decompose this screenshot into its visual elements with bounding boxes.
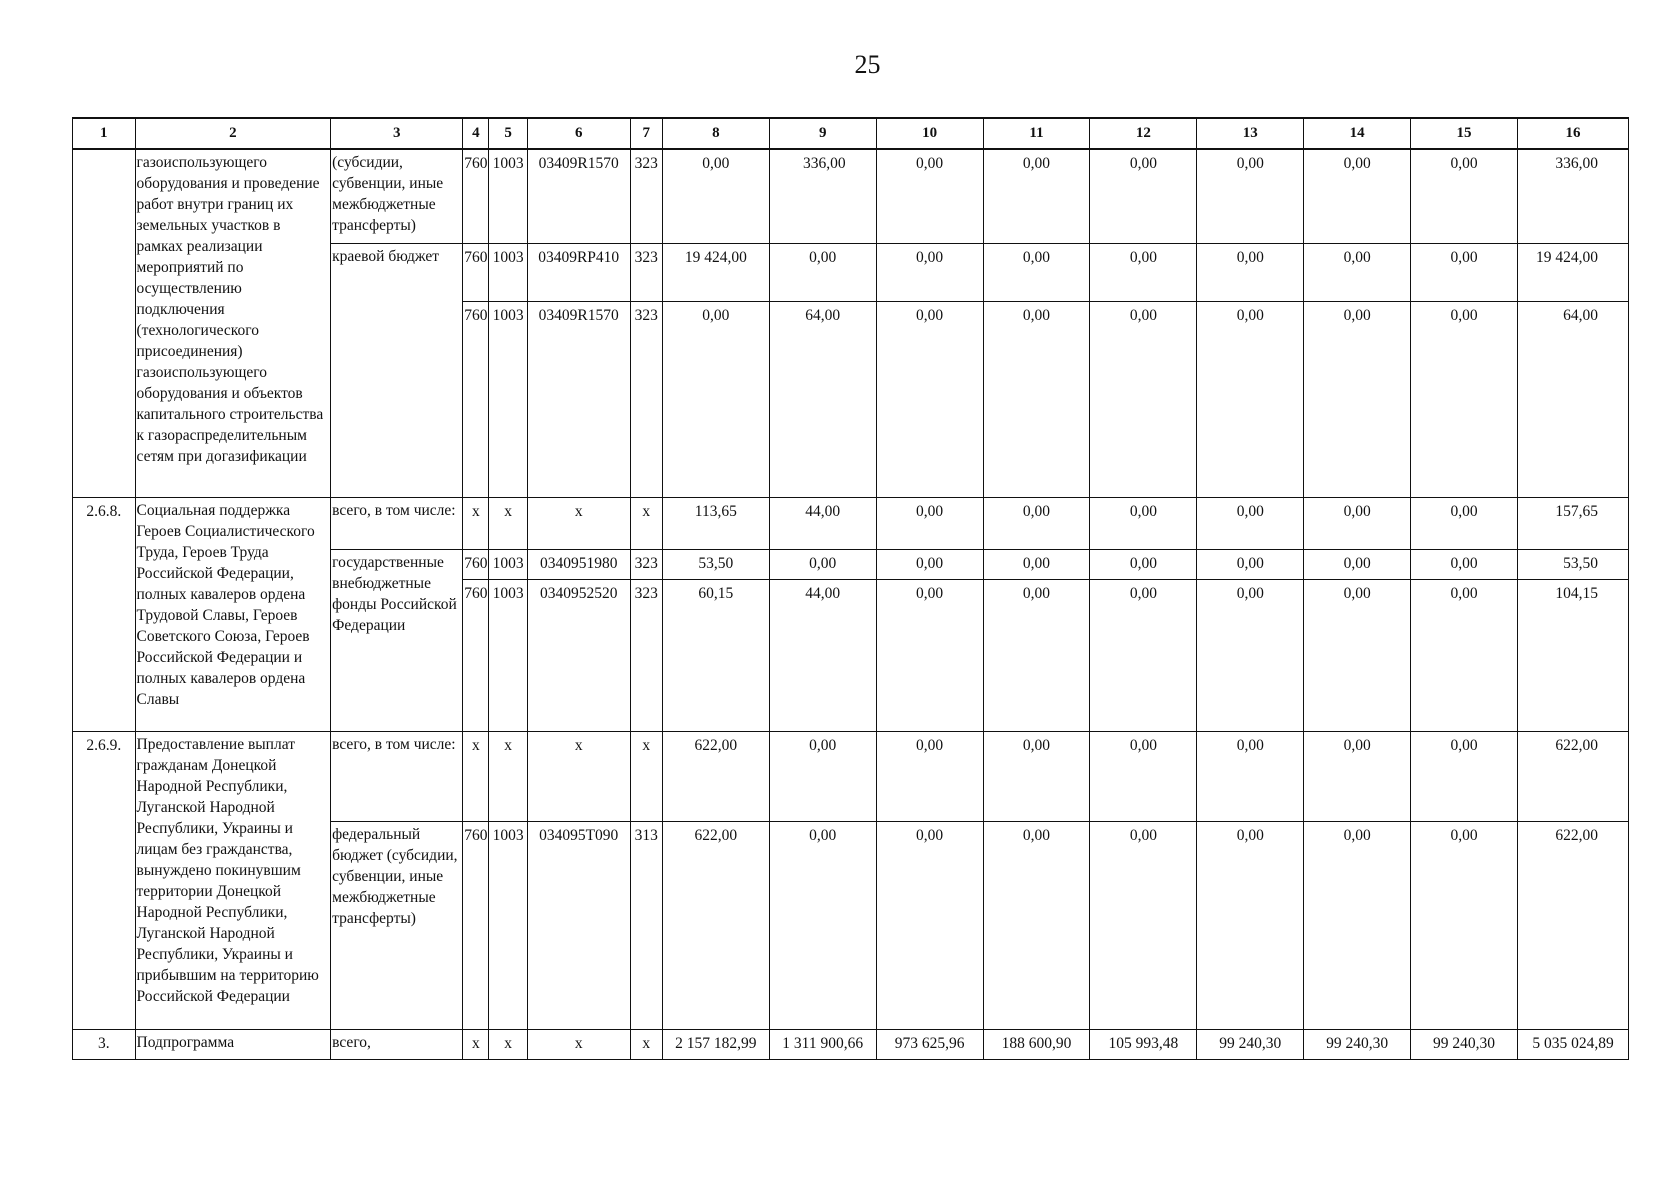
total-cell: 104,15 bbox=[1518, 579, 1629, 731]
header-cell: 7 bbox=[630, 118, 662, 149]
value-cell: 188 600,90 bbox=[983, 1029, 1090, 1059]
code-cell: 1003 bbox=[489, 243, 527, 301]
funding-source: (субсидии, субвенции, иные межбюджетные трансферты) bbox=[331, 149, 463, 243]
header-cell: 9 bbox=[769, 118, 876, 149]
total-cell: 622,00 bbox=[1518, 731, 1629, 821]
code-cell: x bbox=[527, 1029, 630, 1059]
row-number: 2.6.9. bbox=[73, 731, 136, 1029]
funding-source: государственные внебюджетные фонды Российской Федерации bbox=[331, 549, 463, 731]
code-cell: 323 bbox=[630, 301, 662, 497]
value-cell: 53,50 bbox=[662, 549, 769, 579]
value-cell: 0,00 bbox=[1411, 731, 1518, 821]
value-cell: 99 240,30 bbox=[1197, 1029, 1304, 1059]
value-cell: 0,00 bbox=[876, 731, 983, 821]
code-cell: x bbox=[630, 1029, 662, 1059]
code-cell: 323 bbox=[630, 579, 662, 731]
code-cell: 760 bbox=[463, 301, 489, 497]
code-cell: 1003 bbox=[489, 149, 527, 243]
value-cell: 622,00 bbox=[662, 821, 769, 1029]
value-cell: 0,00 bbox=[983, 301, 1090, 497]
value-cell: 44,00 bbox=[769, 579, 876, 731]
funding-source: всего, bbox=[331, 1029, 463, 1059]
value-cell: 0,00 bbox=[983, 243, 1090, 301]
value-cell: 0,00 bbox=[1411, 549, 1518, 579]
row-number: 3. bbox=[73, 1029, 136, 1059]
value-cell: 0,00 bbox=[1090, 149, 1197, 243]
header-cell: 4 bbox=[463, 118, 489, 149]
code-cell: 1003 bbox=[489, 549, 527, 579]
value-cell: 0,00 bbox=[1090, 497, 1197, 549]
value-cell: 0,00 bbox=[1304, 549, 1411, 579]
value-cell: 19 424,00 bbox=[662, 243, 769, 301]
value-cell: 0,00 bbox=[876, 821, 983, 1029]
value-cell: 0,00 bbox=[983, 549, 1090, 579]
code-cell: x bbox=[463, 731, 489, 821]
value-cell: 0,00 bbox=[1304, 821, 1411, 1029]
table-row bbox=[73, 731, 1629, 821]
table-row bbox=[73, 1029, 1629, 1059]
value-cell: 0,00 bbox=[1304, 731, 1411, 821]
value-cell: 0,00 bbox=[1197, 149, 1304, 243]
value-cell: 0,00 bbox=[1090, 301, 1197, 497]
value-cell: 0,00 bbox=[1304, 497, 1411, 549]
activity-name: Социальная поддержка Героев Социалистического Труда, Героев Труда Российской Федерации, полных кавалеров ордена Трудовой Славы, Героев Советского Союза, Героев Российской Федерации и полных кавалеров ордена Славы bbox=[135, 497, 331, 731]
header-cell: 12 bbox=[1090, 118, 1197, 149]
value-cell: 44,00 bbox=[769, 497, 876, 549]
total-cell: 157,65 bbox=[1518, 497, 1629, 549]
value-cell: 0,00 bbox=[1197, 301, 1304, 497]
code-cell: x bbox=[463, 497, 489, 549]
code-cell: x bbox=[630, 497, 662, 549]
header-cell: 15 bbox=[1411, 118, 1518, 149]
budget-table bbox=[72, 117, 1629, 1060]
value-cell: 0,00 bbox=[1090, 549, 1197, 579]
value-cell: 0,00 bbox=[1304, 243, 1411, 301]
total-cell: 64,00 bbox=[1518, 301, 1629, 497]
value-cell: 0,00 bbox=[983, 579, 1090, 731]
value-cell: 0,00 bbox=[769, 549, 876, 579]
code-cell: x bbox=[489, 731, 527, 821]
funding-source: всего, в том числе: bbox=[331, 497, 463, 549]
code-cell: 0340951980 bbox=[527, 549, 630, 579]
value-cell: 0,00 bbox=[1411, 821, 1518, 1029]
value-cell: 0,00 bbox=[1090, 821, 1197, 1029]
code-cell: x bbox=[489, 1029, 527, 1059]
value-cell: 0,00 bbox=[1197, 821, 1304, 1029]
code-cell: 1003 bbox=[489, 579, 527, 731]
value-cell: 622,00 bbox=[662, 731, 769, 821]
value-cell: 0,00 bbox=[769, 243, 876, 301]
funding-source: всего, в том числе: bbox=[331, 731, 463, 821]
code-cell: x bbox=[489, 497, 527, 549]
funding-source: федеральный бюджет (субсидии, субвенции, иные межбюджетные трансферты) bbox=[331, 821, 463, 1029]
value-cell: 0,00 bbox=[769, 731, 876, 821]
header-cell: 6 bbox=[527, 118, 630, 149]
header-cell: 3 bbox=[331, 118, 463, 149]
value-cell: 0,00 bbox=[983, 731, 1090, 821]
code-cell: 1003 bbox=[489, 301, 527, 497]
header-cell: 14 bbox=[1304, 118, 1411, 149]
value-cell: 0,00 bbox=[1411, 497, 1518, 549]
code-cell: x bbox=[527, 497, 630, 549]
header-cell: 10 bbox=[876, 118, 983, 149]
code-cell: 03409RP410 bbox=[527, 243, 630, 301]
header-cell: 8 bbox=[662, 118, 769, 149]
value-cell: 64,00 bbox=[769, 301, 876, 497]
code-cell: 323 bbox=[630, 549, 662, 579]
value-cell: 0,00 bbox=[876, 301, 983, 497]
activity-name: газоиспользующего оборудования и проведение работ внутри границ их земельных участков в рамках реализации мероприятий по осуществлению подключения (технологического присоединения) газоиспользующего оборудования и объектов капитального строительства к газораспределительным сетям при догазификации bbox=[135, 149, 331, 497]
code-cell: 034095T090 bbox=[527, 821, 630, 1029]
row-number: 2.6.8. bbox=[73, 497, 136, 731]
code-cell: x bbox=[630, 731, 662, 821]
total-cell: 622,00 bbox=[1518, 821, 1629, 1029]
value-cell: 0,00 bbox=[1090, 243, 1197, 301]
code-cell: 323 bbox=[630, 149, 662, 243]
total-cell: 336,00 bbox=[1518, 149, 1629, 243]
value-cell: 0,00 bbox=[1411, 149, 1518, 243]
value-cell: 0,00 bbox=[983, 497, 1090, 549]
value-cell: 0,00 bbox=[1090, 579, 1197, 731]
code-cell: 03409R1570 bbox=[527, 149, 630, 243]
code-cell: x bbox=[527, 731, 630, 821]
page-number: 25 bbox=[854, 50, 881, 79]
value-cell: 0,00 bbox=[662, 149, 769, 243]
value-cell: 0,00 bbox=[1197, 579, 1304, 731]
value-cell: 0,00 bbox=[662, 301, 769, 497]
value-cell: 0,00 bbox=[876, 497, 983, 549]
value-cell: 0,00 bbox=[1411, 243, 1518, 301]
value-cell: 0,00 bbox=[769, 821, 876, 1029]
value-cell: 0,00 bbox=[1197, 497, 1304, 549]
value-cell: 0,00 bbox=[1411, 301, 1518, 497]
value-cell: 0,00 bbox=[983, 821, 1090, 1029]
code-cell: x bbox=[463, 1029, 489, 1059]
header-cell: 11 bbox=[983, 118, 1090, 149]
value-cell: 0,00 bbox=[983, 149, 1090, 243]
code-cell: 760 bbox=[463, 549, 489, 579]
value-cell: 2 157 182,99 bbox=[662, 1029, 769, 1059]
value-cell: 0,00 bbox=[1197, 731, 1304, 821]
total-cell: 5 035 024,89 bbox=[1518, 1029, 1629, 1059]
header-cell: 1 bbox=[73, 118, 136, 149]
header-cell: 13 bbox=[1197, 118, 1304, 149]
table-row bbox=[73, 497, 1629, 549]
value-cell: 0,00 bbox=[876, 243, 983, 301]
value-cell: 0,00 bbox=[1304, 301, 1411, 497]
value-cell: 0,00 bbox=[876, 549, 983, 579]
value-cell: 973 625,96 bbox=[876, 1029, 983, 1059]
code-cell: 03409R1570 bbox=[527, 301, 630, 497]
value-cell: 99 240,30 bbox=[1304, 1029, 1411, 1059]
code-cell: 323 bbox=[630, 243, 662, 301]
value-cell: 99 240,30 bbox=[1411, 1029, 1518, 1059]
funding-source: краевой бюджет bbox=[331, 243, 463, 497]
code-cell: 1003 bbox=[489, 821, 527, 1029]
code-cell: 0340952520 bbox=[527, 579, 630, 731]
value-cell: 1 311 900,66 bbox=[769, 1029, 876, 1059]
value-cell: 0,00 bbox=[1197, 243, 1304, 301]
activity-name: Предоставление выплат гражданам Донецкой Народной Республики, Луганской Народной Республики, Украины и лицам без гражданства, вынуждено покинувшим территории Донецкой Народной Республики, Луганской Народной Республики, Украины и прибывшим на территорию Российской Федерации bbox=[135, 731, 331, 1029]
value-cell: 0,00 bbox=[1304, 149, 1411, 243]
value-cell: 105 993,48 bbox=[1090, 1029, 1197, 1059]
activity-name: Подпрограмма bbox=[135, 1029, 331, 1059]
code-cell: 313 bbox=[630, 821, 662, 1029]
code-cell: 760 bbox=[463, 821, 489, 1029]
code-cell: 760 bbox=[463, 579, 489, 731]
value-cell: 0,00 bbox=[1304, 579, 1411, 731]
header-row bbox=[73, 118, 1629, 149]
value-cell: 0,00 bbox=[1090, 731, 1197, 821]
value-cell: 60,15 bbox=[662, 579, 769, 731]
code-cell: 760 bbox=[463, 243, 489, 301]
value-cell: 336,00 bbox=[769, 149, 876, 243]
header-cell: 16 bbox=[1518, 118, 1629, 149]
value-cell: 0,00 bbox=[1197, 549, 1304, 579]
row-number bbox=[73, 149, 136, 497]
total-cell: 53,50 bbox=[1518, 549, 1629, 579]
total-cell: 19 424,00 bbox=[1518, 243, 1629, 301]
value-cell: 0,00 bbox=[1411, 579, 1518, 731]
value-cell: 113,65 bbox=[662, 497, 769, 549]
code-cell: 760 bbox=[463, 149, 489, 243]
value-cell: 0,00 bbox=[876, 149, 983, 243]
table-row bbox=[73, 149, 1629, 243]
header-cell: 5 bbox=[489, 118, 527, 149]
value-cell: 0,00 bbox=[876, 579, 983, 731]
header-cell: 2 bbox=[135, 118, 331, 149]
